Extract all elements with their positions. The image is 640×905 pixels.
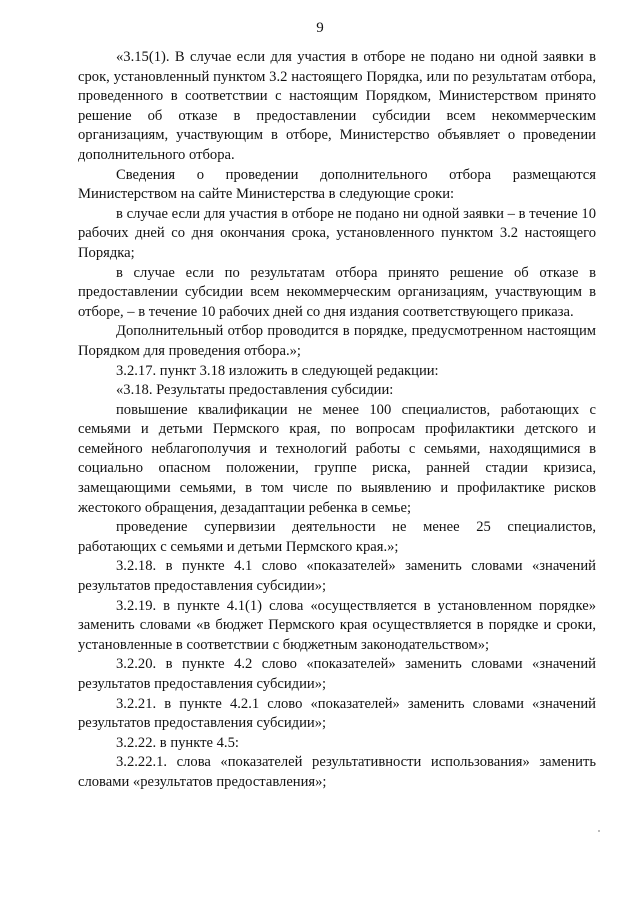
paragraph-3-2-17: 3.2.17. пункт 3.18 изложить в следующей редакции: [116,362,439,379]
paragraph-info-placement: Сведения о проведении дополнительного отбора размещаются Министерством на сайте Министерства в следующие сроки: [78,166,596,203]
paragraph-supervision: проведение супервизии деятельности не менее 25 специалистов, работающих с семьями и детьми Пермского края.»; [78,519,596,555]
paragraph-3-2-19: 3.2.19. в пункте 4.1(1) слова «осуществляется в установленном порядке» заменить словами «в бюджет Пермского края осуществляется в порядке и сроки, установленные в соответствии с бюджетным законодательством»; [78,597,596,653]
paragraph-additional-selection: Дополнительный отбор проводится в порядке, предусмотренном настоящим Порядком для проведения отбора.»; [78,323,596,359]
paragraph-no-applications: в случае если для участия в отборе не подано ни одной заявки – в течение 10 рабочих дней со дня окончания срока, установленного пунктом 3.2 настоящего Порядка; [78,205,596,261]
paragraph-3-15-1: «3.15(1). В случае если для участия в отборе не подано ни одной заявки в срок, установленный пунктом 3.2 настоящего Порядка, или по результатам отбора, проведенного в соответствии с настоящим Порядком, Министерством принято решение об отказе в предоставлении субсидии всем некоммерческим организациям, участвующим в отборе, Министерство объявляет о проведении дополнительного отбора. [78,49,596,163]
paragraph-3-18-heading: «3.18. Результаты предоставления субсидии: [116,382,394,399]
paragraph-refusal-decision: в случае если по результатам отбора принято решение об отказе в предоставлении субсидии всем некоммерческим организациям, участвующим в отборе, – в течение 10 рабочих дней со дня издания соответствующего приказа. [78,264,596,320]
paragraph-qualification: повышение квалификации не менее 100 специалистов, работающих с семьями и детьми Пермского края, по вопросам профилактики детского и семейного неблагополучия и технологий работы с семьями, находящимися в социально опасном положении, группе риска, ранней стадии кризиса, замещающими семьями, в том числе по выявлению и профилактике рисков жестокого обращения, дезадаптации ребенка в семье; [78,401,596,516]
page-number: 9 [316,20,324,36]
paragraph-3-2-22: 3.2.22. в пункте 4.5: [116,734,239,751]
paragraph-3-2-18: 3.2.18. в пункте 4.1 слово «показателей» заменить словами «значений результатов предоставления субсидии»; [78,558,596,595]
scan-speck [598,830,600,832]
paragraph-3-2-20: 3.2.20. в пункте 4.2 слово «показателей» заменить словами «значений результатов предоставления субсидии»; [78,656,596,692]
document-body [78,48,596,793]
paragraph-3-2-22-1: 3.2.22.1. слова «показателей результативности использования» заменить словами «результатов предоставления»; [78,754,596,790]
paragraph-3-2-21: 3.2.21. в пункте 4.2.1 слово «показателей» заменить словами «значений результатов предоставления субсидии»; [78,695,596,732]
